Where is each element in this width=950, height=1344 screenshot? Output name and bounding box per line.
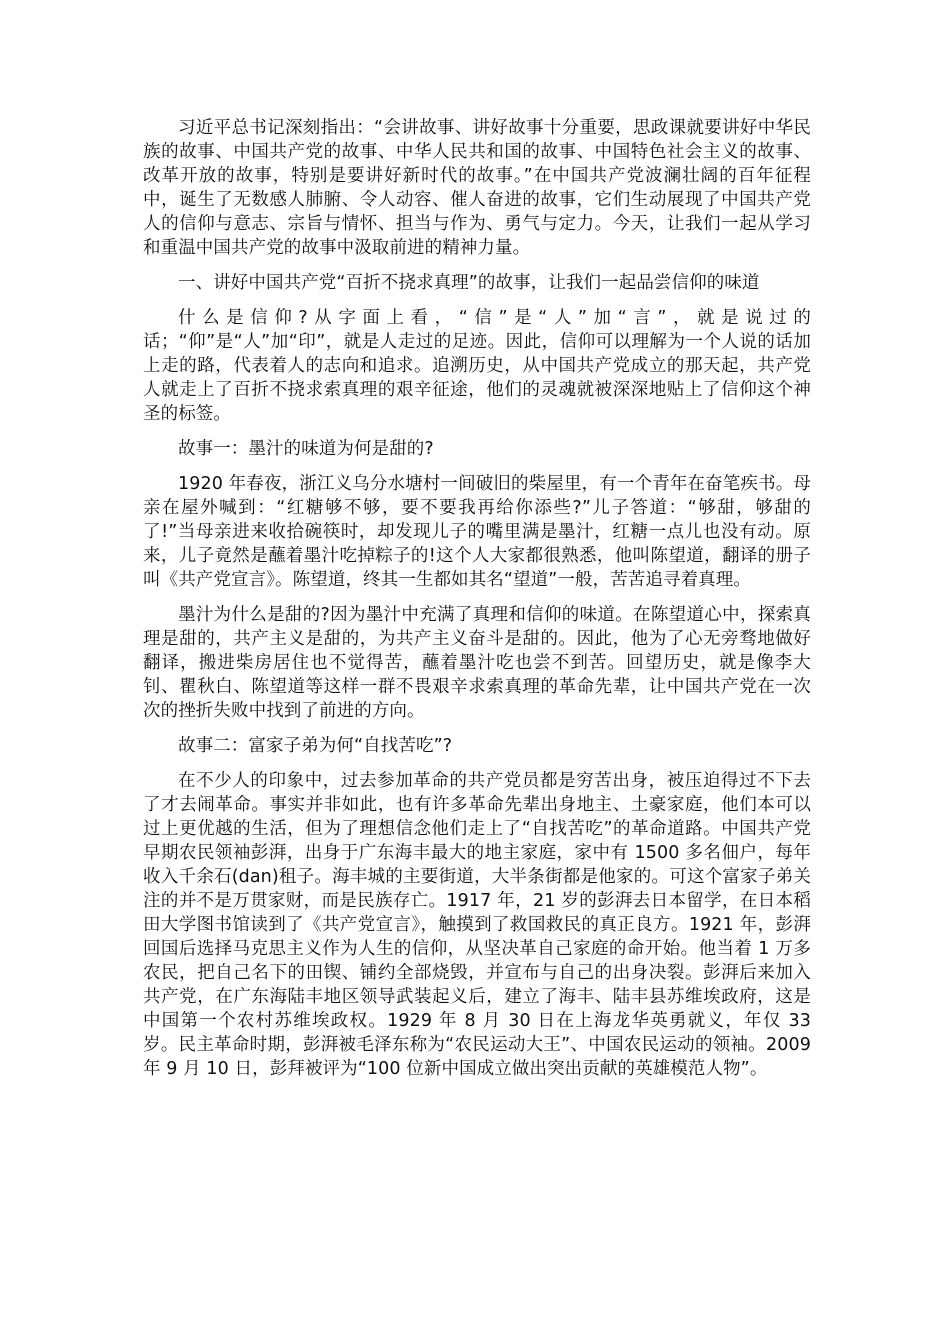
story-one-reflection-paragraph: 墨汁为什么是甜的?因为墨汁中充满了真理和信仰的味道。在陈望道心中，探索真理是甜的，共产主义是甜的，为共产主义奋斗是甜的。因此，他为了心无旁骛地做好翻译，搬进柴房居住也不觉得苦，蘸着墨汁吃也尝不到苦。回望历史，就是像李大钊、瞿秋白、陈望道等这样一群不畏艰辛求索真理的革命先辈，让中国共产党在一次次的挫折失败中找到了前进的方向。 <box>143 605 811 721</box>
story-two-paragraph: 在不少人的印象中，过去参加革命的共产党员都是穷苦出身，被压迫得过不下去了才去闹革命。事实并非如此，也有许多革命先辈出身地主、土豪家庭，他们本可以过上更优越的生活，但为了理想信念他们走上了“自找苦吃”的革命道路。中国共产党早期农民领袖彭湃，出身于广东海丰最大的地主家庭，家中有 1500 多名佃户，每年收入千余石(dan)租子。海丰城的主要街道，大半条街都是他家的。可这个富家子弟关注的并不是万贯家财，而是民族存亡。1917 年，21 岁的彭湃去日本留学，在日本稻田大学图书馆读到了《共产党宣言》，触摸到了救国救民的真正良方。1921 年，彭湃回国后选择马克思主义作为人生的信仰，从坚决革自己家庭的命开始。他当着 1 万多农民，把自己名下的田锲、铺约全部烧毁，并宣布与自己的出身决裂。彭湃后来加入共产党，在广东海陆丰地区领导武装起义后，建立了海丰、陆丰县苏维埃政府，这是中国第一个农村苏维埃政权。1929 年 8 月 30 日在上海龙华英勇就义，年仅 33 岁。民主革命时期，彭湃被毛泽东称为“农民运动大王”、中国农民运动的领袖。2009 年 9 月 10 日，彭拜被评为“100 位新中国成立做出突出贡献的英雄模范人物”。 <box>143 771 811 1079</box>
story-one-paragraph: 1920 年春夜，浙江义乌分水塘村一间破旧的柴屋里，有一个青年在奋笔疾书。母亲在屋外喊到：“红糖够不够，要不要我再给你添些?”儿子答道：“够甜，够甜的了!”当母亲进来收拾碗筷时，却发现儿子的嘴里满是墨汁，红糖一点儿也没有动。原来，儿子竟然是蘸着墨汁吃掉粽子的!这个人大家都很熟悉，他叫陈望道，翻译的册子叫《共产党宣言》。陈望道，终其一生都如其名“望道”一般，苦苦追寻着真理。 <box>143 474 811 590</box>
story-two-heading: 故事二：富家子弟为何“自找苦吃”? <box>178 736 453 756</box>
section-heading: 一、讲好中国共产党“百折不挠求真理”的故事，让我们一起品尝信仰的味道 <box>178 273 760 293</box>
document-body <box>143 116 811 1092</box>
intro-paragraph: 习近平总书记深刻指出：“会讲故事、讲好故事十分重要，思政课就要讲好中华民族的故事、中国共产党的故事、中华人民共和国的故事、中国特色社会主义的故事、改革开放的故事，特别是要讲好新时代的故事。”在中国共产党波澜壮阔的百年征程中，诞生了无数感人肺腑、令人动容、催人奋进的故事，它们生动展现了中国共产党人的信仰与意志、宗旨与情怀、担当与作为、勇气与定力。今天，让我们一起从学习和重温中国共产党的故事中汲取前进的精神力量。 <box>143 118 811 258</box>
belief-paragraph: 什么是信仰?从字面上看，“信”是“人”加“言”，就是说过的话；“仰”是“人”加“印”，就是人走过的足迹。因此，信仰可以理解为一个人说的话加上走的路，代表着人的志向和追求。追溯历史，从中国共产党成立的那天起，共产党人就走上了百折不挠求索真理的艰辛征途，他们的灵魂就被深深地贴上了信仰这个神圣的标签。 <box>143 308 811 424</box>
story-one-heading: 故事一：墨汁的味道为何是甜的? <box>178 439 434 459</box>
